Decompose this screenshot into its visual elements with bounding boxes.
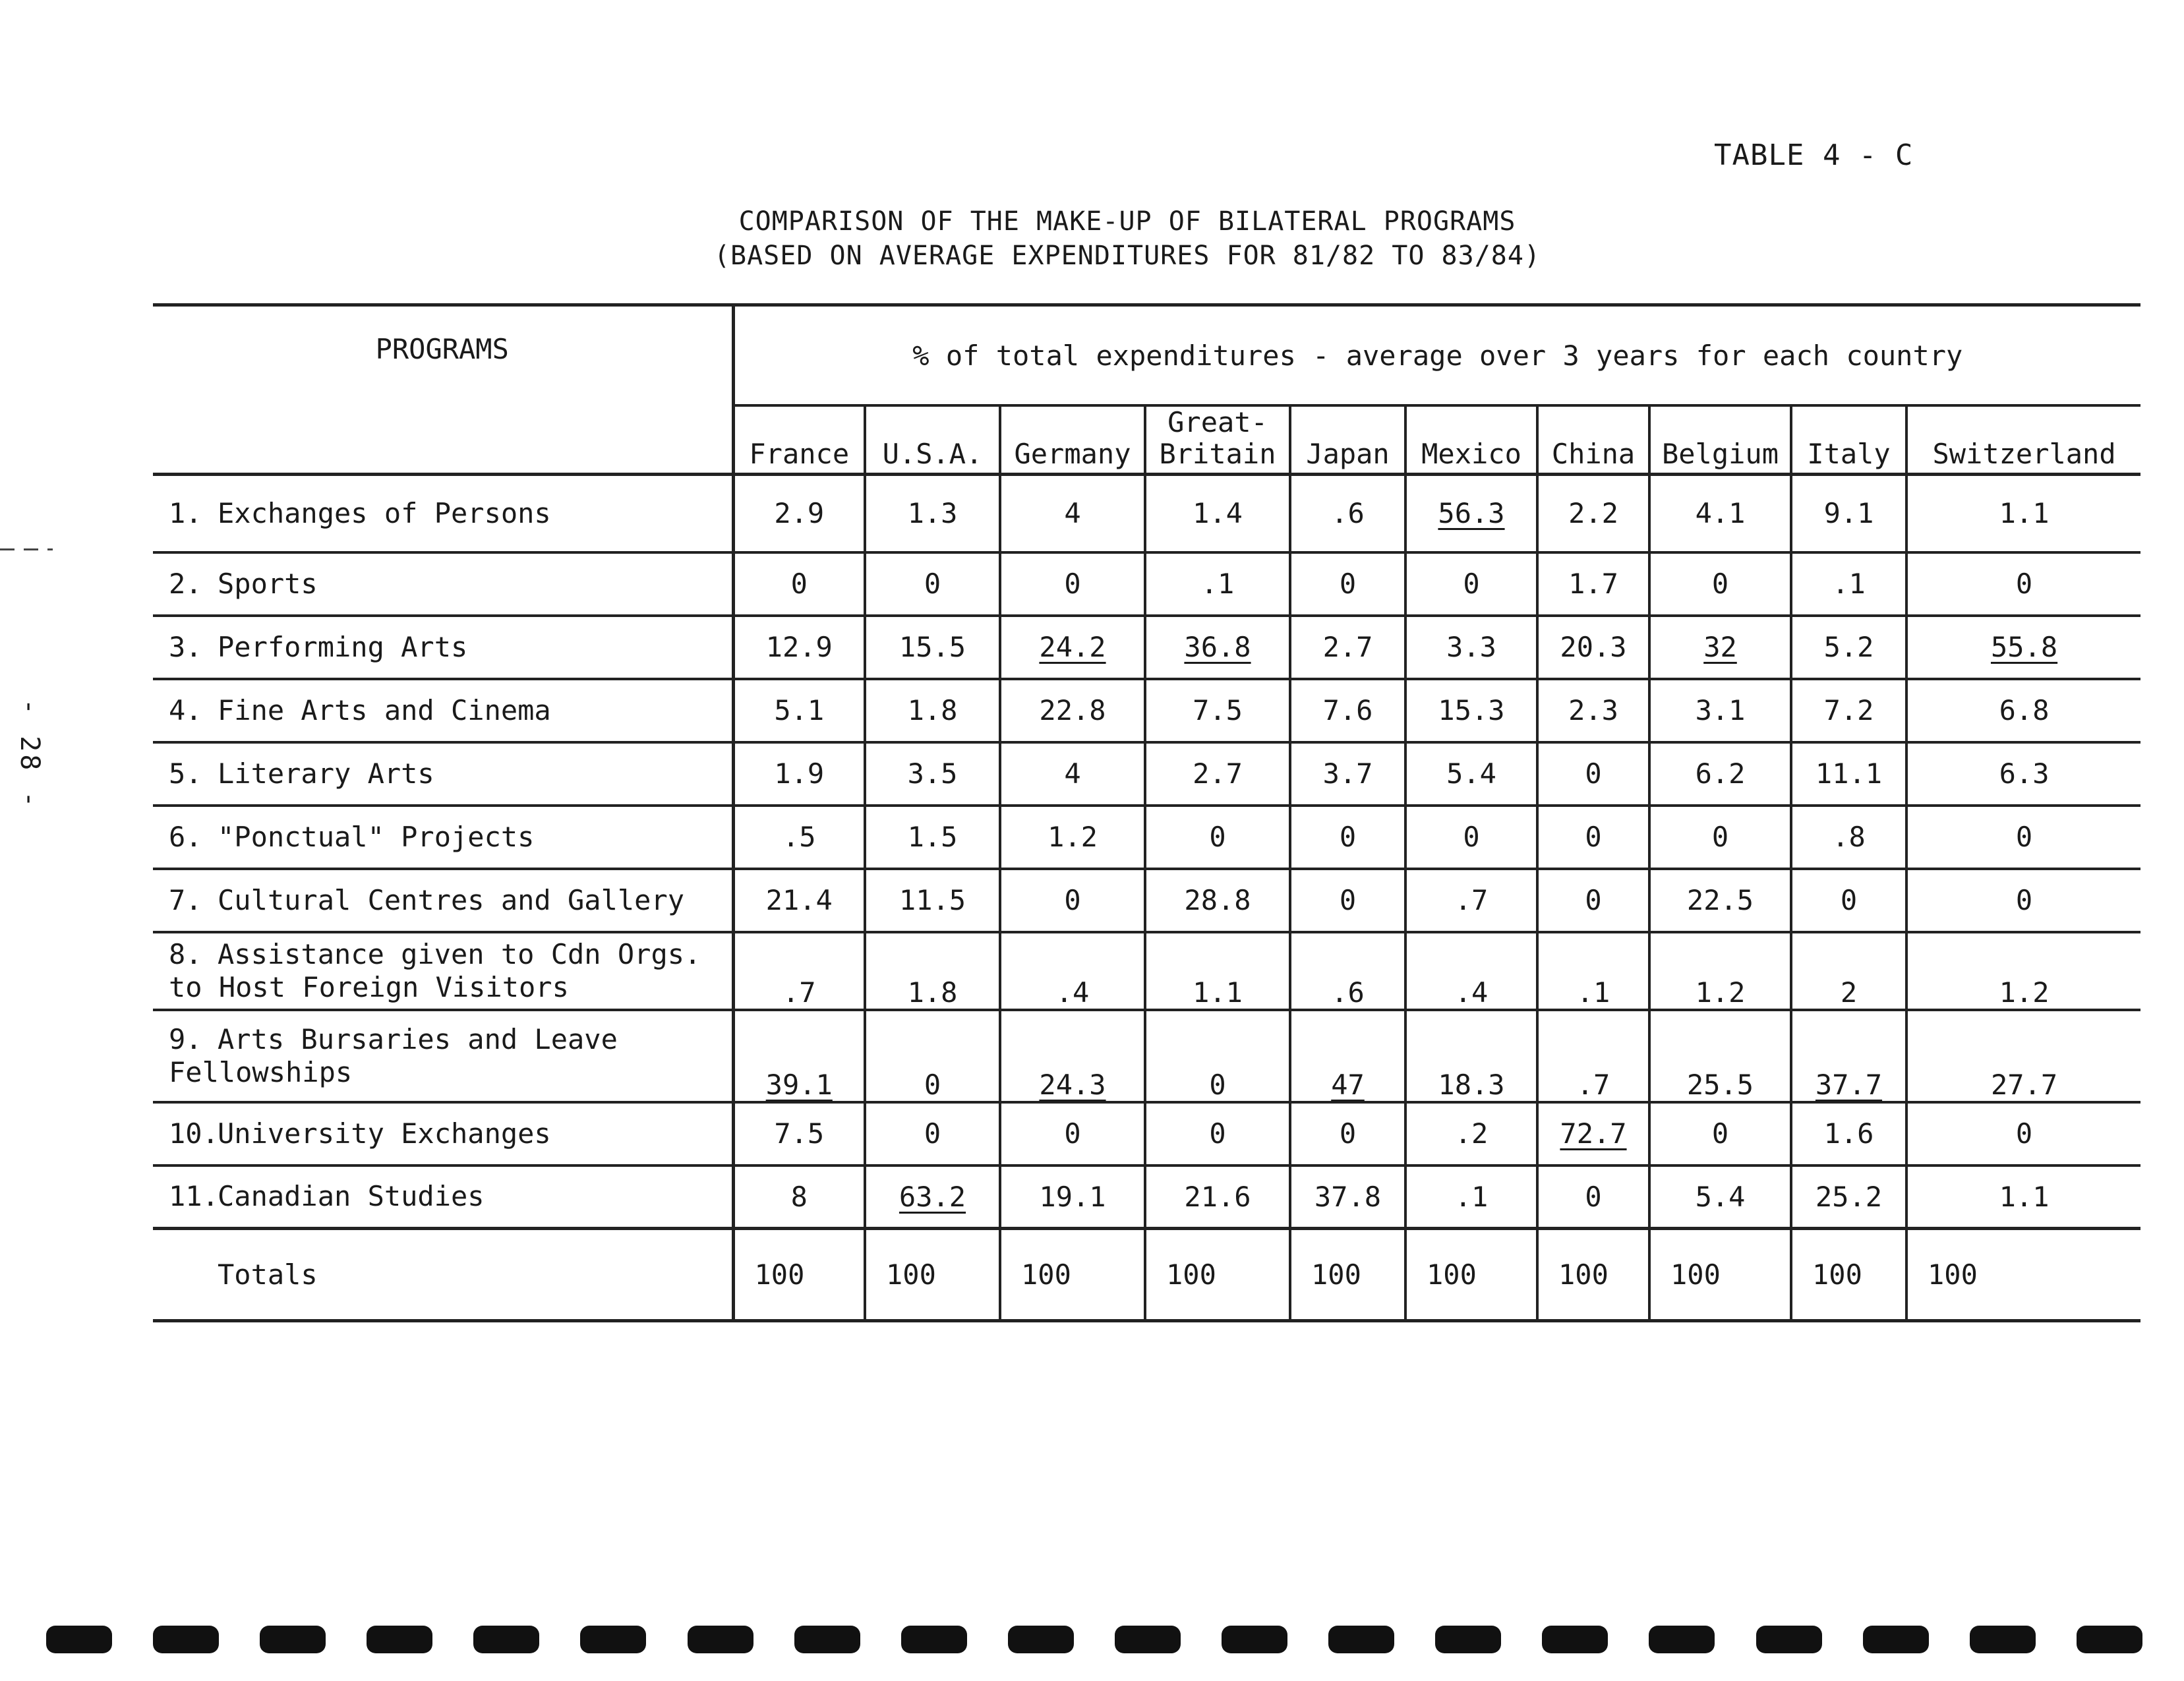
cell-value: 1.2 [1048,821,1098,853]
cell-value: 2.9 [774,497,825,530]
cell-value: 37.7 [1815,1068,1883,1101]
value-cell [1649,552,1791,616]
cell-value: 7.2 [1823,694,1874,726]
table-label: TABLE 4 - C [1714,138,1914,172]
value-cell [1000,616,1145,679]
cell-value: .1 [1576,976,1610,1009]
value-cell [1906,1102,2140,1165]
country-header: Italy [1791,405,1906,475]
value-cell [1290,932,1405,1010]
cell-value: 1.5 [907,821,958,853]
country-header: China [1537,405,1649,475]
value-cell [1537,932,1649,1010]
cell-value: 15.3 [1438,694,1505,726]
value-cell [1906,616,2140,679]
cell-value: 20.3 [1560,631,1627,663]
cell-value: 0 [1840,884,1858,916]
cell-value: 0 [924,1068,941,1101]
value-cell [1791,1165,1906,1229]
cell-value: 4.1 [1695,497,1746,530]
value-cell [1405,616,1537,679]
value-cell [1145,552,1290,616]
table-row [153,1165,2140,1229]
cell-value: 0 [1585,757,1602,790]
cell-value: 0 [1064,1117,1081,1150]
cell-value: 32 [1703,631,1737,663]
margin-mark [0,548,53,550]
program-name: Literary Arts [218,757,434,790]
cell-value: 0 [1339,884,1357,916]
program-label [153,1010,733,1102]
cell-value: 11.5 [899,884,966,916]
value-cell [1906,679,2140,742]
value-cell [1537,475,1649,552]
total-value: 100 [1145,1229,1290,1321]
cell-value: 2.2 [1568,497,1618,530]
value-cell [733,932,865,1010]
total-value: 100 [1537,1229,1649,1321]
cell-value: 0 [1585,821,1602,853]
cell-value: 7.5 [1193,694,1243,726]
cell-value: 0 [1711,1117,1729,1150]
cell-value: .6 [1331,497,1365,530]
value-cell [733,869,865,932]
value-cell [1791,679,1906,742]
value-cell [1405,1102,1537,1165]
value-cell [1145,932,1290,1010]
value-cell [733,679,865,742]
value-cell [865,552,1000,616]
value-cell [1145,1165,1290,1229]
cell-value: 37.8 [1314,1180,1382,1213]
value-cell [1405,552,1537,616]
cell-value: 3.5 [907,757,958,790]
value-cell [1000,1165,1145,1229]
value-cell [733,742,865,806]
cell-value: 21.4 [765,884,833,916]
cell-value: 6.8 [1999,694,2050,726]
title-line-1: COMPARISON OF THE MAKE-UP OF BILATERAL PROGRAMS [738,206,1516,237]
program-name: Performing Arts [218,630,468,663]
table-row [153,742,2140,806]
cell-value: 1.2 [1999,976,2050,1009]
cell-value: 3.3 [1446,631,1496,663]
value-cell [865,679,1000,742]
program-name: Cultural Centres and Gallery [218,883,685,916]
program-number: 5. [169,757,202,790]
value-cell [1906,742,2140,806]
cell-value: 1.6 [1823,1117,1874,1150]
country-header: U.S.A. [865,405,1000,475]
value-cell [1906,869,2140,932]
value-cell [1906,1010,2140,1102]
value-cell [1145,742,1290,806]
total-value: 100 [1906,1229,2140,1321]
cell-value: 11.1 [1815,757,1883,790]
value-cell [1537,616,1649,679]
value-cell [1791,1102,1906,1165]
cell-value: 1.1 [1999,497,2050,530]
cell-value: 0 [1585,1180,1602,1213]
value-cell [1290,475,1405,552]
value-cell [865,806,1000,869]
cell-value: 12.9 [765,631,833,663]
cell-value: .7 [1454,884,1489,916]
value-cell [733,552,865,616]
program-label [153,679,733,742]
totals-label-cell [153,1229,733,1321]
total-value: 100 [1649,1229,1791,1321]
value-cell [865,1102,1000,1165]
cell-value: 72.7 [1560,1117,1627,1150]
value-cell [1649,475,1791,552]
value-cell [1649,932,1791,1010]
cell-value: 1.1 [1193,976,1243,1009]
value-cell [1000,679,1145,742]
value-cell [1405,1010,1537,1102]
country-header: Mexico [1405,405,1537,475]
cell-value: .7 [782,976,816,1009]
country-header: Germany [1000,405,1145,475]
cell-value: 8 [790,1180,808,1213]
program-number: 2. [169,567,202,600]
cell-value: 0 [1463,821,1480,853]
value-cell [1649,1102,1791,1165]
cell-value: 4 [1064,757,1081,790]
cell-value: 2.7 [1322,631,1373,663]
value-cell [1290,552,1405,616]
cell-value: 39.1 [765,1068,833,1101]
value-cell [1537,806,1649,869]
program-label [153,475,733,552]
value-cell [1537,679,1649,742]
value-cell [1000,932,1145,1010]
cell-value: 0 [1064,884,1081,916]
value-cell [865,475,1000,552]
value-cell [1290,1165,1405,1229]
value-cell [733,475,865,552]
value-cell [1906,1165,2140,1229]
program-label [153,806,733,869]
program-label [153,869,733,932]
program-name: "Ponctual" Projects [218,820,535,853]
value-cell [1290,742,1405,806]
cell-value: 0 [1209,821,1226,853]
value-cell [1537,742,1649,806]
cell-value: .5 [782,821,816,853]
value-cell [1791,869,1906,932]
cell-value: 0 [1209,1068,1226,1101]
table-row [153,932,2140,1010]
perforation-strip [46,1626,2142,1656]
cell-value: 2 [1840,976,1858,1009]
table-title [659,204,1595,273]
program-number: 10. [169,1117,219,1150]
cell-value: 0 [1064,568,1081,600]
cell-value: 0 [1209,1117,1226,1150]
program-number: 1. [169,496,202,529]
value-cell [1290,679,1405,742]
program-label [153,552,733,616]
cell-value: 24.2 [1039,631,1106,663]
value-cell [1405,1165,1537,1229]
cell-value: .7 [1576,1068,1610,1101]
total-value: 100 [865,1229,1000,1321]
table-row [153,475,2140,552]
cell-value: 22.5 [1686,884,1754,916]
value-cell [1290,806,1405,869]
total-value: 100 [1405,1229,1537,1321]
cell-value: 6.2 [1695,757,1746,790]
totals-label: Totals [218,1258,318,1291]
cell-value: .6 [1331,976,1365,1009]
comparison-table [153,303,2140,1322]
program-number: 6. [169,820,202,853]
value-cell [733,1010,865,1102]
value-cell [1906,932,2140,1010]
value-cell [1791,616,1906,679]
cell-value: .1 [1454,1180,1489,1213]
program-number: 8. [169,937,202,970]
value-cell [1000,475,1145,552]
value-cell [865,616,1000,679]
program-number: 11. [169,1180,219,1213]
table-row [153,552,2140,616]
value-cell [733,616,865,679]
value-cell [733,806,865,869]
cell-value: 0 [1339,1117,1357,1150]
value-cell [1000,806,1145,869]
value-cell [1290,1010,1405,1102]
value-cell [1000,742,1145,806]
cell-value: 47 [1331,1068,1365,1101]
cell-value: 3.1 [1695,694,1746,726]
cell-value: 5.4 [1446,757,1496,790]
cell-value: 1.8 [907,694,958,726]
cell-value: 0 [1339,821,1357,853]
value-cell [1649,616,1791,679]
value-cell [1791,1010,1906,1102]
program-name: Canadian Studies [218,1180,485,1213]
cell-value: 0 [924,568,941,600]
value-cell [1405,806,1537,869]
value-cell [1649,679,1791,742]
cell-value: 0 [1463,568,1480,600]
value-cell [1000,1010,1145,1102]
cell-value: 25.2 [1815,1180,1883,1213]
cell-value: 25.5 [1686,1068,1754,1101]
cell-value: 5.1 [774,694,825,726]
cell-value: 1.4 [1193,497,1243,530]
table-row [153,806,2140,869]
value-cell [733,1102,865,1165]
value-cell [1145,869,1290,932]
cell-value: 0 [1339,568,1357,600]
value-cell [1537,1102,1649,1165]
value-cell [1906,475,2140,552]
value-cell [1290,869,1405,932]
program-name: Arts Bursaries and Leave Fellowships [169,1022,618,1088]
program-label [153,742,733,806]
cell-value: .1 [1832,568,1866,600]
cell-value: 27.7 [1990,1068,2058,1101]
program-name: Sports [218,567,318,600]
table-row [153,869,2140,932]
cell-value: 9.1 [1823,497,1874,530]
value-cell [865,1165,1000,1229]
cell-value: 1.2 [1695,976,1746,1009]
cell-value: 1.8 [907,976,958,1009]
cell-value: 15.5 [899,631,966,663]
value-cell [1791,806,1906,869]
program-label [153,616,733,679]
cell-value: 5.4 [1695,1180,1746,1213]
value-cell [1537,1165,1649,1229]
country-header: Japan [1290,405,1405,475]
cell-value: 2.3 [1568,694,1618,726]
cell-value: 0 [2015,884,2033,916]
country-header: Belgium [1649,405,1791,475]
value-cell [1405,742,1537,806]
cell-value: 0 [924,1117,941,1150]
table-row [153,679,2140,742]
cell-value: 0 [2015,821,2033,853]
cell-value: 55.8 [1990,631,2058,663]
country-header: Switzerland [1906,405,2140,475]
table-row [153,616,2140,679]
title-line-2: (BASED ON AVERAGE EXPENDITURES FOR 81/82 TO 83/84) [713,241,1541,271]
table-row [153,1010,2140,1102]
program-number: 7. [169,883,202,916]
program-name: Assistance given to Cdn Orgs. to Host Foreign Visitors [169,937,701,1003]
value-cell [1537,869,1649,932]
table-row [153,1102,2140,1165]
value-cell [1537,1010,1649,1102]
value-cell [1145,1010,1290,1102]
value-cell [1145,806,1290,869]
cell-value: 21.6 [1184,1180,1251,1213]
programs-header: PROGRAMS [375,333,509,365]
total-value: 100 [1791,1229,1906,1321]
total-value: 100 [733,1229,865,1321]
cell-value: 63.2 [899,1180,966,1213]
value-cell [1000,869,1145,932]
value-cell [1791,475,1906,552]
value-cell [1290,1102,1405,1165]
value-cell [1906,806,2140,869]
program-label [153,1165,733,1229]
page-number: - 28 - [15,699,45,810]
value-cell [1791,552,1906,616]
country-header: Great- Britain [1145,405,1290,475]
value-cell [1405,869,1537,932]
value-cell [1000,552,1145,616]
total-value: 100 [1290,1229,1405,1321]
country-header: France [733,405,865,475]
cell-value: 0 [2015,1117,2033,1150]
value-cell [865,1010,1000,1102]
program-number: 9. [169,1022,202,1055]
value-cell [1405,475,1537,552]
value-cell [1145,1102,1290,1165]
totals-row [153,1229,2140,1321]
value-cell [865,932,1000,1010]
cell-value: 4 [1064,497,1081,530]
cell-value: 2.7 [1193,757,1243,790]
cell-value: 7.6 [1322,694,1373,726]
cell-value: 0 [2015,568,2033,600]
cell-value: 18.3 [1438,1068,1505,1101]
total-value: 100 [1000,1229,1145,1321]
cell-value: 3.7 [1322,757,1373,790]
header-row-1 [153,305,2140,406]
program-number: 3. [169,630,202,663]
cell-value: 56.3 [1438,497,1505,530]
cell-value: 1.3 [907,497,958,530]
program-name: Fine Arts and Cinema [218,693,551,726]
cell-value: .4 [1055,976,1090,1009]
cell-value: 1.7 [1568,568,1618,600]
value-cell [1791,742,1906,806]
value-cell [1145,616,1290,679]
cell-value: 0 [1585,884,1602,916]
value-cell [1906,552,2140,616]
program-name: Exchanges of Persons [218,496,551,529]
cell-value: .1 [1200,568,1235,600]
value-cell [733,1165,865,1229]
value-cell [1649,742,1791,806]
cell-value: 0 [1711,821,1729,853]
cell-value: 1.1 [1999,1180,2050,1213]
cell-value: 28.8 [1184,884,1251,916]
value-cell [1649,869,1791,932]
cell-value: 24.3 [1039,1068,1106,1101]
program-label [153,1102,733,1165]
program-label [153,932,733,1010]
value-cell [1290,616,1405,679]
value-cell [1537,552,1649,616]
value-cell [865,869,1000,932]
cell-value: 36.8 [1184,631,1251,663]
value-cell [865,742,1000,806]
cell-value: 1.9 [774,757,825,790]
cell-value: 5.2 [1823,631,1874,663]
value-cell [1649,806,1791,869]
value-cell [1405,679,1537,742]
value-cell [1000,1102,1145,1165]
expenditure-span-header: % of total expenditures - average over 3 years for each country [733,305,2140,406]
value-cell [1405,932,1537,1010]
value-cell [1145,475,1290,552]
cell-value: .4 [1454,976,1489,1009]
value-cell [1145,679,1290,742]
cell-value: 0 [790,568,808,600]
cell-value: .8 [1832,821,1866,853]
cell-value: 0 [1711,568,1729,600]
cell-value: 22.8 [1039,694,1106,726]
value-cell [1649,1165,1791,1229]
cell-value: 7.5 [774,1117,825,1150]
value-cell [1649,1010,1791,1102]
program-number: 4. [169,693,202,726]
cell-value: 6.3 [1999,757,2050,790]
cell-value: 19.1 [1039,1180,1106,1213]
program-name: University Exchanges [218,1117,551,1150]
cell-value: .2 [1454,1117,1489,1150]
value-cell [1791,932,1906,1010]
